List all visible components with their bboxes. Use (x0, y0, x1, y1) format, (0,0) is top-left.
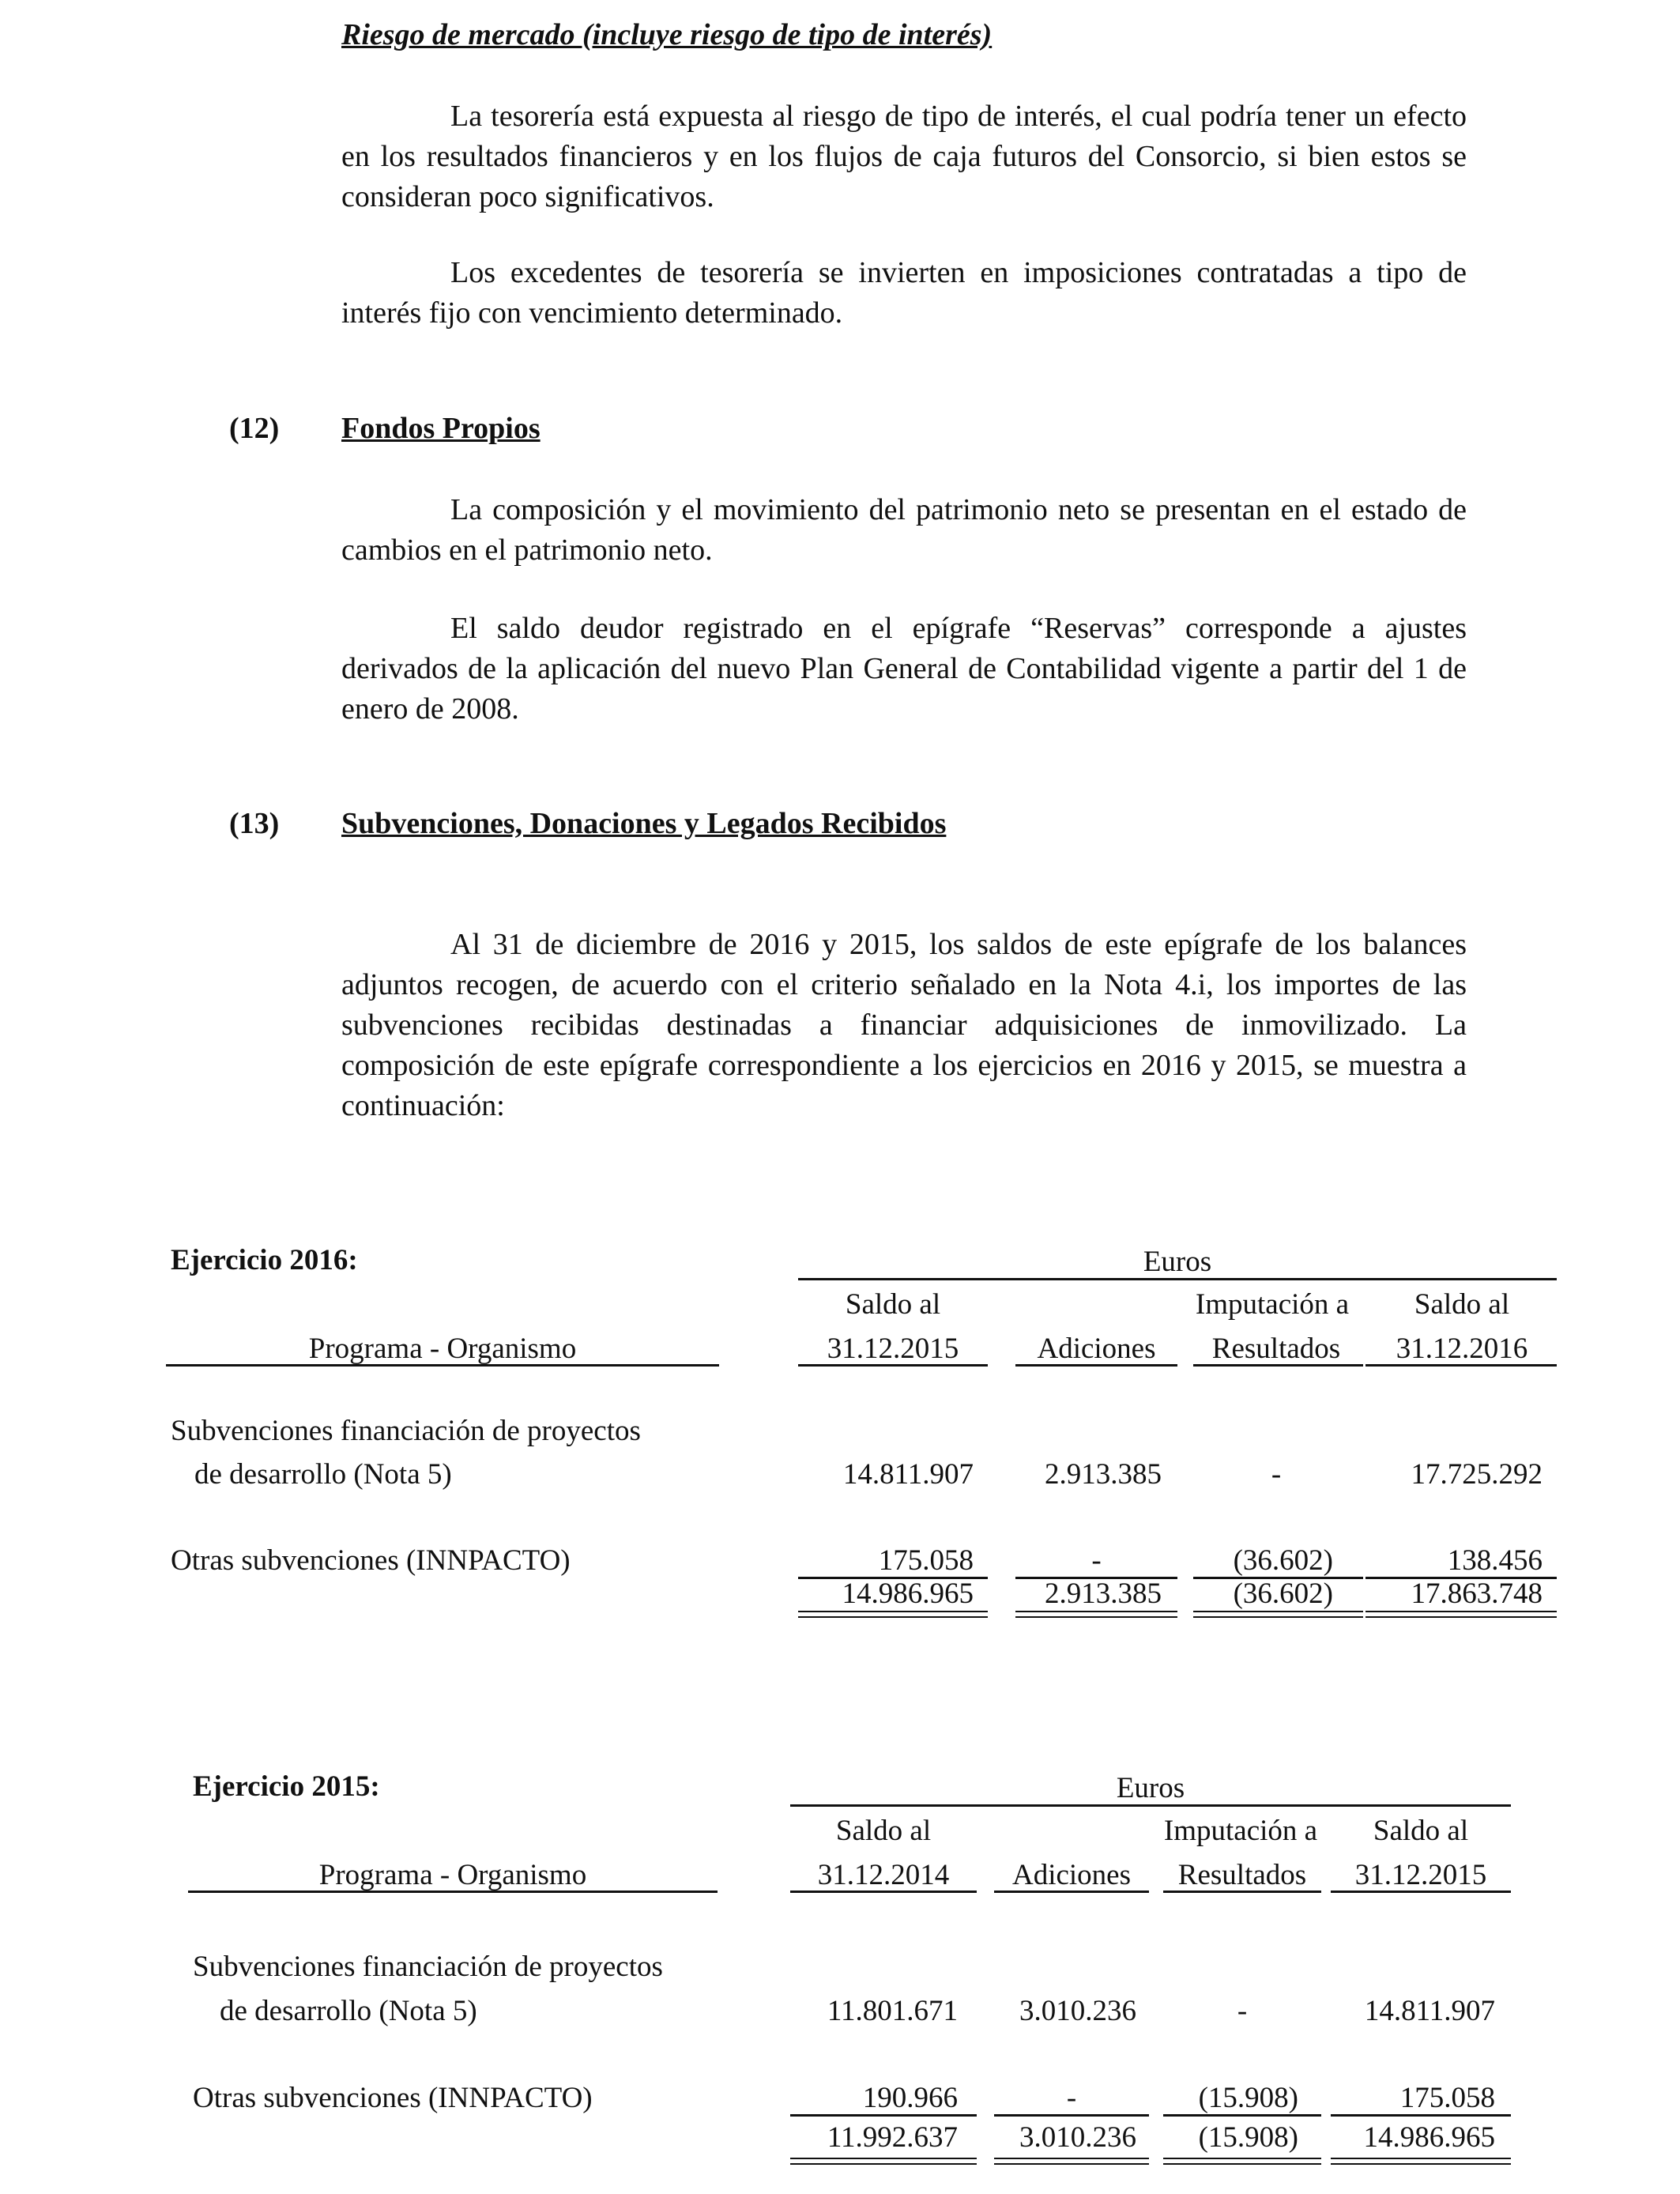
table-2015-total-double-rule (1331, 2158, 1511, 2165)
market-risk-heading: Riesgo de mercado (incluye riesgo de tipo de interés) (341, 18, 993, 51)
table-2016-row1-label: Subvenciones financiación de proyectos (171, 1415, 641, 1447)
table-2016-header-rule (1015, 1364, 1177, 1367)
section-13-paragraph-1: Al 31 de diciembre de 2016 y 2015, los saldos de este epígrafe de los balances adjuntos recogen, de acuerdo con el criterio señalado en la Nota 4.i, los importes de las subvenciones recibidas destinadas a financiar adquisiciones de inmovilizado. La composición de este epígrafe correspondiente a los ejercicios en 2016 y 2015, se muestra a continuación: (341, 928, 1467, 1122)
table-2015-row2-value: (15.908) (1198, 2082, 1298, 2114)
section-12-title: Fondos Propios (341, 412, 541, 445)
table-2015-header-rule (1331, 1891, 1511, 1893)
table-2015-row1-label: de desarrollo (Nota 5) (220, 1995, 477, 2027)
section-13-number: (13) (229, 807, 280, 840)
table-2016-row1-value: 2.913.385 (1045, 1458, 1162, 1491)
table-2016-col4-top: Saldo al (1414, 1288, 1510, 1321)
table-2016-row2-value: (36.602) (1233, 1544, 1333, 1577)
table-2016-row2-label: Otras subvenciones (INNPACTO) (171, 1544, 571, 1577)
section-12-number: (12) (229, 412, 280, 445)
table-2015-subtotal-rule (790, 2114, 977, 2117)
table-2015-col3-top: Imputación a (1163, 1815, 1318, 1847)
table-2015-subtotal-rule (1163, 2114, 1321, 2117)
table-2016-total-double-rule (1193, 1611, 1363, 1618)
table-2016-currency-rule (798, 1278, 1557, 1280)
table-2016-total-value: (36.602) (1233, 1578, 1333, 1610)
table-2015-header-rule (188, 1891, 718, 1893)
table-2015-col1-top: Saldo al (835, 1815, 932, 1847)
table-2016-header-rule (1365, 1364, 1557, 1367)
table-2015-col2: Adiciones (1011, 1859, 1132, 1891)
table-2015-total-value: 11.992.637 (827, 2121, 958, 2154)
table-2015-title: Ejercicio 2015: (193, 1770, 380, 1803)
table-2015-row1-value: 3.010.236 (1019, 1995, 1136, 2027)
table-2015-row2-value: 175.058 (1399, 2082, 1495, 2114)
table-2015-header-rule (1163, 1891, 1321, 1893)
table-2015-program-header: Programa - Organismo (318, 1859, 587, 1891)
table-2016-row1-value: - (1271, 1458, 1282, 1491)
table-2015-col4-bottom: 31.12.2015 (1354, 1859, 1487, 1891)
table-2015-row2-value: - (1066, 2082, 1077, 2114)
section-12-paragraph-2: El saldo deudor registrado en el epígrafe “Reservas” corresponde a ajustes derivados de la aplicación del nuevo Plan General de Contabilidad vigente a partir del 1 de enero de 2008. (341, 612, 1467, 726)
table-2016-row1-value: 17.725.292 (1411, 1458, 1543, 1491)
table-2015-row1-value: 14.811.907 (1364, 1995, 1495, 2027)
table-2015-col1-bottom: 31.12.2014 (817, 1859, 950, 1891)
table-2015-currency: Euros (1116, 1772, 1185, 1804)
market-risk-paragraph-1: La tesorería está expuesta al riesgo de tipo de interés, el cual podría tener un efecto en los resultados financieros y en los flujos de caja futuros del Consorcio, si bien estos se consideran poco significativos. (341, 100, 1467, 213)
table-2016-col1-bottom: 31.12.2015 (827, 1333, 959, 1365)
table-2016-header-rule (166, 1364, 719, 1367)
table-2016-col4-bottom: 31.12.2016 (1396, 1333, 1528, 1365)
table-2016-total-value: 2.913.385 (1045, 1578, 1162, 1610)
section-13-title: Subvenciones, Donaciones y Legados Recibidos (341, 807, 947, 840)
market-risk-paragraph-2: Los excedentes de tesorería se invierten en imposiciones contratadas a tipo de interés fijo con vencimiento determinado. (341, 256, 1467, 330)
table-2016-title: Ejercicio 2016: (171, 1244, 358, 1276)
table-2015-total-value: 14.986.965 (1363, 2121, 1495, 2154)
table-2015-total-double-rule (1163, 2158, 1321, 2165)
table-2016-row2-value: 175.058 (878, 1544, 974, 1577)
table-2016-col3-bottom: Resultados (1211, 1333, 1341, 1365)
table-2015-row2-label: Otras subvenciones (INNPACTO) (193, 2082, 593, 2114)
table-2015-col4-top: Saldo al (1373, 1815, 1469, 1847)
table-2015-total-value: 3.010.236 (1019, 2121, 1136, 2154)
table-2016-row2-value: 138.456 (1447, 1544, 1543, 1577)
table-2015-row1-value: - (1237, 1995, 1248, 2027)
section-12-paragraph-1: La composición y el movimiento del patrimonio neto se presentan en el estado de cambios en el patrimonio neto. (341, 493, 1467, 567)
table-2016-program-header: Programa - Organismo (308, 1333, 577, 1365)
table-2016-total-value: 17.863.748 (1411, 1578, 1543, 1610)
table-2015-subtotal-rule (994, 2114, 1149, 2117)
table-2015-row1-value: 11.801.671 (827, 1995, 958, 2027)
table-2016-row2-value: - (1091, 1544, 1102, 1577)
table-2015-col3-bottom: Resultados (1177, 1859, 1307, 1891)
table-2016-col1-top: Saldo al (845, 1288, 941, 1321)
table-2016-col2: Adiciones (1037, 1333, 1156, 1365)
table-2015-header-rule (994, 1891, 1149, 1893)
table-2016-header-rule (798, 1364, 988, 1367)
table-2016-currency: Euros (1143, 1246, 1212, 1278)
table-2016-total-value: 14.986.965 (842, 1578, 974, 1610)
table-2015-total-value: (15.908) (1198, 2121, 1298, 2154)
table-2016-row1-value: 14.811.907 (842, 1458, 974, 1491)
table-2016-row1-label: de desarrollo (Nota 5) (194, 1458, 452, 1491)
table-2015-subtotal-rule (1331, 2114, 1511, 2117)
table-2015-currency-rule (790, 1804, 1511, 1807)
table-2016-col3-top: Imputación a (1195, 1288, 1350, 1321)
table-2015-total-double-rule (790, 2158, 977, 2165)
table-2015-total-double-rule (994, 2158, 1149, 2165)
table-2016-total-double-rule (1015, 1611, 1177, 1618)
table-2016-total-double-rule (1365, 1611, 1557, 1618)
table-2015-row2-value: 190.966 (862, 2082, 958, 2114)
table-2015-row1-label: Subvenciones financiación de proyectos (193, 1951, 663, 1983)
table-2015-header-rule (790, 1891, 977, 1893)
table-2016-header-rule (1193, 1364, 1363, 1367)
table-2016-total-double-rule (798, 1611, 988, 1618)
